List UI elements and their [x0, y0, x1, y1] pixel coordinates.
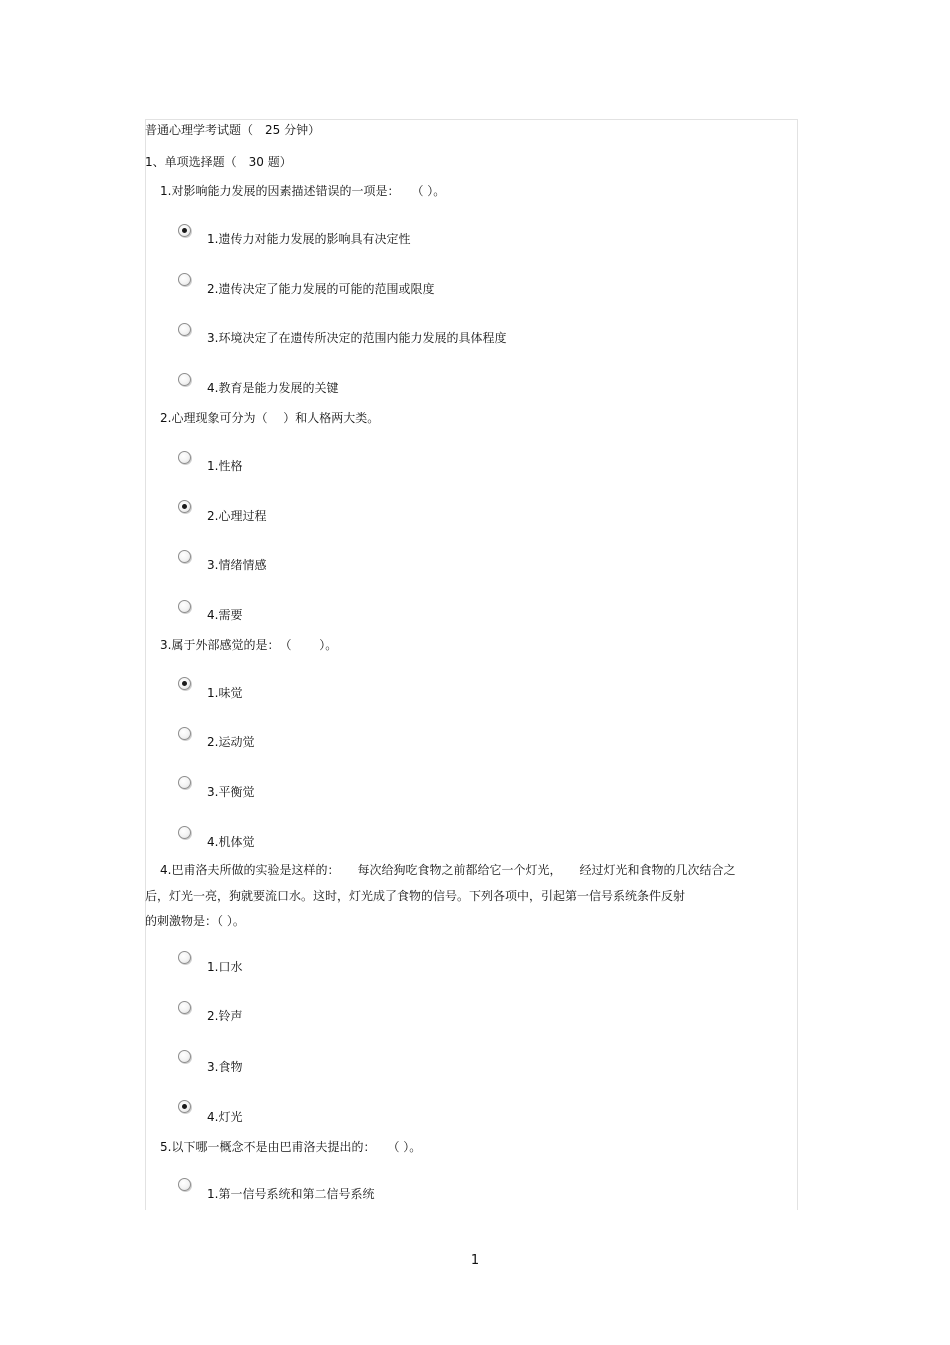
option-radio[interactable] [178, 600, 191, 613]
option-radio[interactable] [178, 500, 191, 513]
question-stem-3: 3.属于外部感觉的是： （ ）。 [160, 638, 338, 652]
option-radio[interactable] [178, 1050, 191, 1063]
option-label: 4.灯光 [207, 1110, 243, 1124]
option-label: 2.心理过程 [207, 509, 267, 523]
option-label: 3.情绪情感 [207, 558, 267, 572]
option-label: 2.运动觉 [207, 735, 255, 749]
option-label: 3.食物 [207, 1060, 243, 1074]
question-stem-1: 1.对影响能力发展的因素描述错误的一项是： （ ）。 [160, 184, 446, 198]
option-radio[interactable] [178, 727, 191, 740]
section-heading: 1、单项选择题（ 30 题） [145, 155, 292, 169]
option-label: 1.第一信号系统和第二信号系统 [207, 1187, 375, 1201]
option-label: 2.遗传决定了能力发展的可能的范围或限度 [207, 282, 435, 296]
option-label: 4.机体觉 [207, 835, 255, 849]
option-radio[interactable] [178, 323, 191, 336]
option-radio[interactable] [178, 1100, 191, 1113]
option-radio[interactable] [178, 951, 191, 964]
option-label: 4.教育是能力发展的关键 [207, 381, 339, 395]
option-radio[interactable] [178, 776, 191, 789]
option-label: 1.味觉 [207, 686, 243, 700]
option-radio[interactable] [178, 451, 191, 464]
page-number: 1 [470, 1253, 480, 1268]
option-radio[interactable] [178, 224, 191, 237]
option-radio[interactable] [178, 1178, 191, 1191]
option-label: 4.需要 [207, 608, 243, 622]
question-stem-4-line-3: 的刺激物是：（ ）。 [145, 914, 245, 928]
option-label: 3.环境决定了在遗传所决定的范围内能力发展的具体程度 [207, 331, 507, 345]
option-radio[interactable] [178, 826, 191, 839]
option-label: 1.遗传力对能力发展的影响具有决定性 [207, 232, 411, 246]
exam-title: 普通心理学考试题（ 25 分钟） [145, 123, 321, 137]
question-stem-4-line-2: 后，灯光一亮，狗就要流口水。这时，灯光成了食物的信号。下列各项中，引起第一信号系统条件反射 [145, 889, 686, 903]
option-label: 1.性格 [207, 459, 243, 473]
option-radio[interactable] [178, 550, 191, 563]
question-stem-5: 5.以下哪一概念不是由巴甫洛夫提出的： （ ）。 [160, 1140, 422, 1154]
option-label: 3.平衡觉 [207, 785, 255, 799]
option-label: 2.铃声 [207, 1009, 243, 1023]
option-radio[interactable] [178, 1001, 191, 1014]
option-radio[interactable] [178, 373, 191, 386]
option-radio[interactable] [178, 273, 191, 286]
option-label: 1.口水 [207, 960, 243, 974]
question-stem-4: 4.巴甫洛夫所做的实验是这样的： 每次给狗吃食物之前都给它一个灯光， 经过灯光和食物的几次结合之 [160, 863, 736, 877]
question-stem-2: 2.心理现象可分为（ ）和人格两大类。 [160, 411, 380, 425]
option-radio[interactable] [178, 677, 191, 690]
